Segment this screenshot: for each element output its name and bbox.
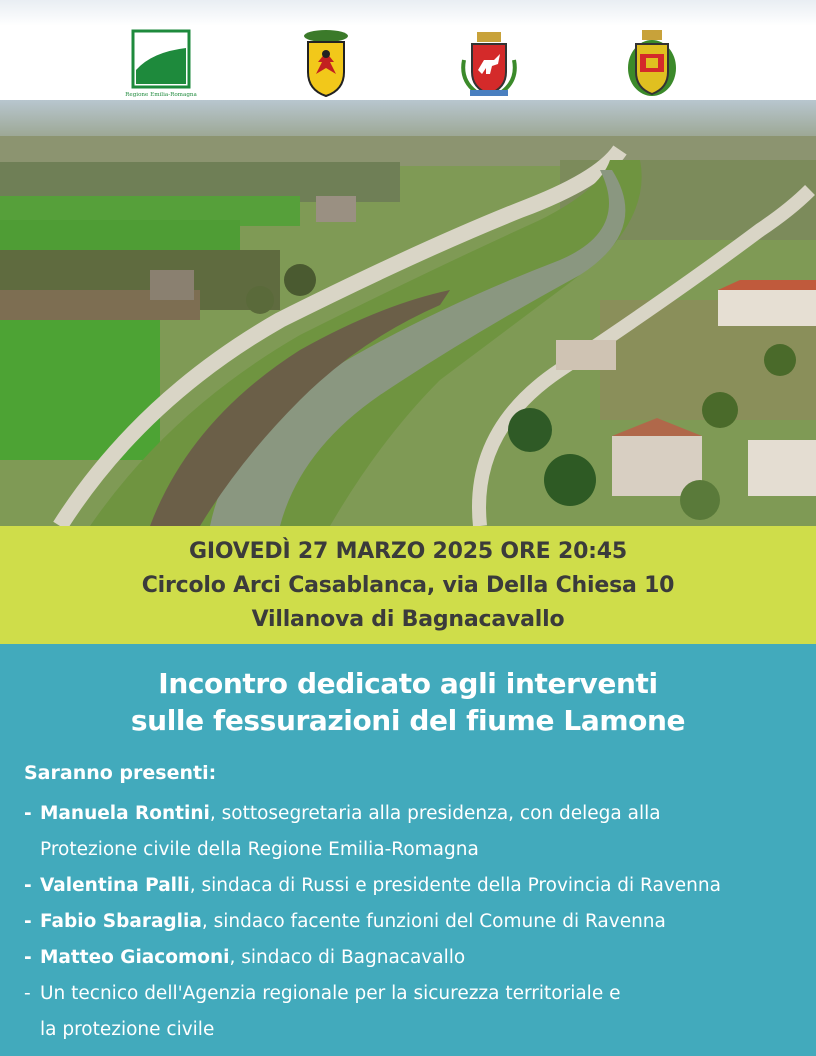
presenters-list xyxy=(24,796,804,1048)
presenter-item xyxy=(24,976,804,1048)
presenter-role: , sottosegretaria alla presidenza, con delega alla xyxy=(209,803,661,824)
coat-of-arms-1-logo xyxy=(298,28,354,98)
regione-logo-caption: Regione Emilia-Romagna xyxy=(125,92,197,98)
headline xyxy=(0,665,816,739)
presenter-item xyxy=(24,904,804,940)
event-info-band xyxy=(0,526,816,644)
coat-of-arms-2-logo xyxy=(458,30,520,98)
list-dash: - xyxy=(24,911,32,932)
regione-emilia-romagna-logo xyxy=(125,30,197,98)
list-dash: - xyxy=(24,947,32,968)
presenter-text: Un tecnico dell'Agenzia regionale per la sicurezza territoriale e xyxy=(40,983,621,1004)
presenter-item xyxy=(24,868,804,904)
presenter-role: , sindaca di Russi e presidente della Provincia di Ravenna xyxy=(189,875,721,896)
list-dash: - xyxy=(24,803,32,824)
details-panel xyxy=(0,644,816,1056)
logo-bar xyxy=(0,0,816,100)
presenter-item xyxy=(24,940,804,976)
presenters-title: Saranno presenti: xyxy=(24,762,217,784)
presenter-role-continued: Protezione civile della Regione Emilia-Romagna xyxy=(40,839,479,860)
presenter-name: Fabio Sbaraglia xyxy=(40,911,202,932)
event-town: Villanova di Bagnacavallo xyxy=(251,607,565,632)
list-dash: - xyxy=(24,875,32,896)
aerial-river-photo xyxy=(0,100,816,526)
presenter-name: Manuela Rontini xyxy=(40,803,210,824)
event-date-time: GIOVEDÌ 27 MARZO 2025 ORE 20:45 xyxy=(188,539,627,564)
presenter-name: Valentina Palli xyxy=(40,875,190,896)
event-venue: Circolo Arci Casablanca, via Della Chiesa 10 xyxy=(141,573,675,598)
headline-line-1: Incontro dedicato agli interventi xyxy=(158,667,658,700)
headline-line-2: sulle fessurazioni del fiume Lamone xyxy=(130,704,686,737)
presenter-name: Matteo Giacomoni xyxy=(40,947,230,968)
presenter-text-continued: la protezione civile xyxy=(40,1019,215,1040)
presenter-role: , sindaco di Bagnacavallo xyxy=(229,947,466,968)
presenter-role: , sindaco facente funzioni del Comune di Ravenna xyxy=(201,911,666,932)
presenter-item xyxy=(24,796,804,868)
list-dash: - xyxy=(24,983,31,1004)
coat-of-arms-3-logo xyxy=(626,28,678,98)
